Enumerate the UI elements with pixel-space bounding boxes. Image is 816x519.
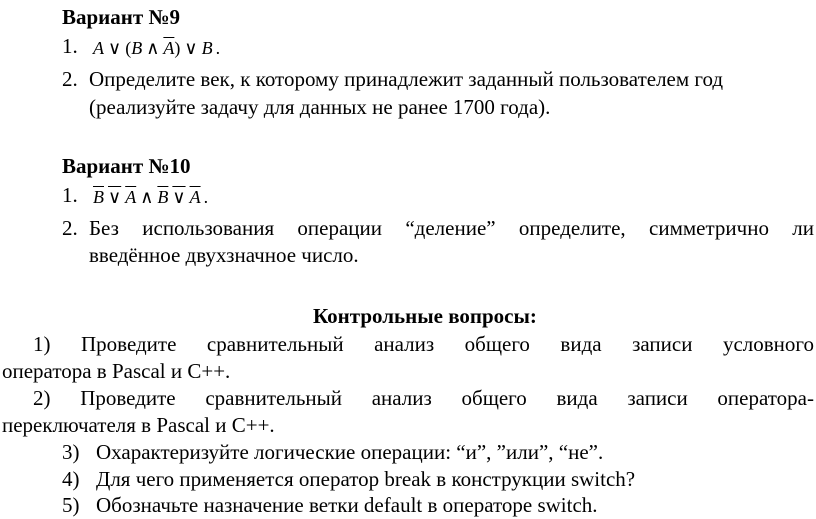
formula-var-a-negated: $\overline{A}$: [163, 38, 175, 58]
variant-10-heading: Вариант №10: [62, 154, 191, 178]
formula-and: ∧: [146, 38, 160, 58]
control-question-3-text: Охарактеризуйте логические операции: “и”, ”или”, “не”.: [96, 440, 604, 464]
formula-var-a: A: [125, 187, 137, 207]
formula-or: ∨: [172, 187, 186, 207]
formula-or: ∨: [184, 38, 198, 58]
formula-or: ∨: [108, 38, 122, 58]
variant-10-item-2-text-line2: введённое двухзначное число.: [89, 243, 359, 267]
variant-9-heading: Вариант №9: [62, 5, 181, 29]
variant-9-item-2-text-line1: Определите век, к которому принадлежит заданный пользователем год: [89, 67, 724, 91]
formula-period: .: [203, 187, 209, 207]
formula-negated-b-or-a: [93, 187, 136, 207]
variant-9-item-2-number: 2.: [62, 67, 78, 91]
control-question-2-line2: переключателя в Pascal и C++.: [2, 413, 275, 437]
formula-var-b: B: [131, 38, 143, 58]
formula-var-a: A: [93, 38, 104, 58]
control-question-4-number: 4): [62, 467, 80, 491]
variant-9-item-1-number: 1.: [62, 34, 78, 58]
control-question-1-line1: 1) Проведите сравнительный анализ общего вида записи условного: [33, 332, 814, 356]
control-question-2-line1: 2) Проведите сравнительный анализ общего вида записи оператора-: [33, 386, 814, 410]
variant-9-formula: [93, 35, 220, 61]
control-question-1-line2: оператора в Pascal и C++.: [2, 359, 231, 383]
formula-and: ∧: [140, 187, 154, 207]
control-question-5-text: Обозначьте назначение ветки default в операторе switch.: [96, 493, 598, 517]
control-question-3-number: 3): [62, 440, 80, 464]
formula-var-b: B: [93, 187, 104, 207]
control-question-4-text: Для чего применяется оператор break в конструкции switch?: [96, 467, 636, 491]
formula-lparen: (: [125, 38, 132, 58]
variant-10-item-2-number: 2.: [62, 216, 78, 240]
formula-var-b: B: [201, 38, 213, 58]
variant-10-item-2-text-line1: Без использования операции “деление” определите, симметрично ли: [89, 216, 814, 240]
control-question-5-number: 5): [62, 493, 80, 517]
formula-period: .: [215, 38, 221, 58]
formula-rparen: ): [174, 38, 181, 58]
variant-9-item-2-text-line2: (реализуйте задачу для данных не ранее 1700 года).: [89, 95, 551, 119]
formula-var-a: A: [189, 187, 201, 207]
variant-10-item-1-number: 1.: [62, 183, 78, 207]
variant-10-formula: [93, 184, 208, 210]
formula-or: ∨: [108, 187, 122, 207]
formula-negated-b-or-a: [157, 187, 200, 207]
formula-var-b: B: [157, 187, 169, 207]
control-questions-heading: Контрольные вопросы:: [313, 304, 537, 328]
